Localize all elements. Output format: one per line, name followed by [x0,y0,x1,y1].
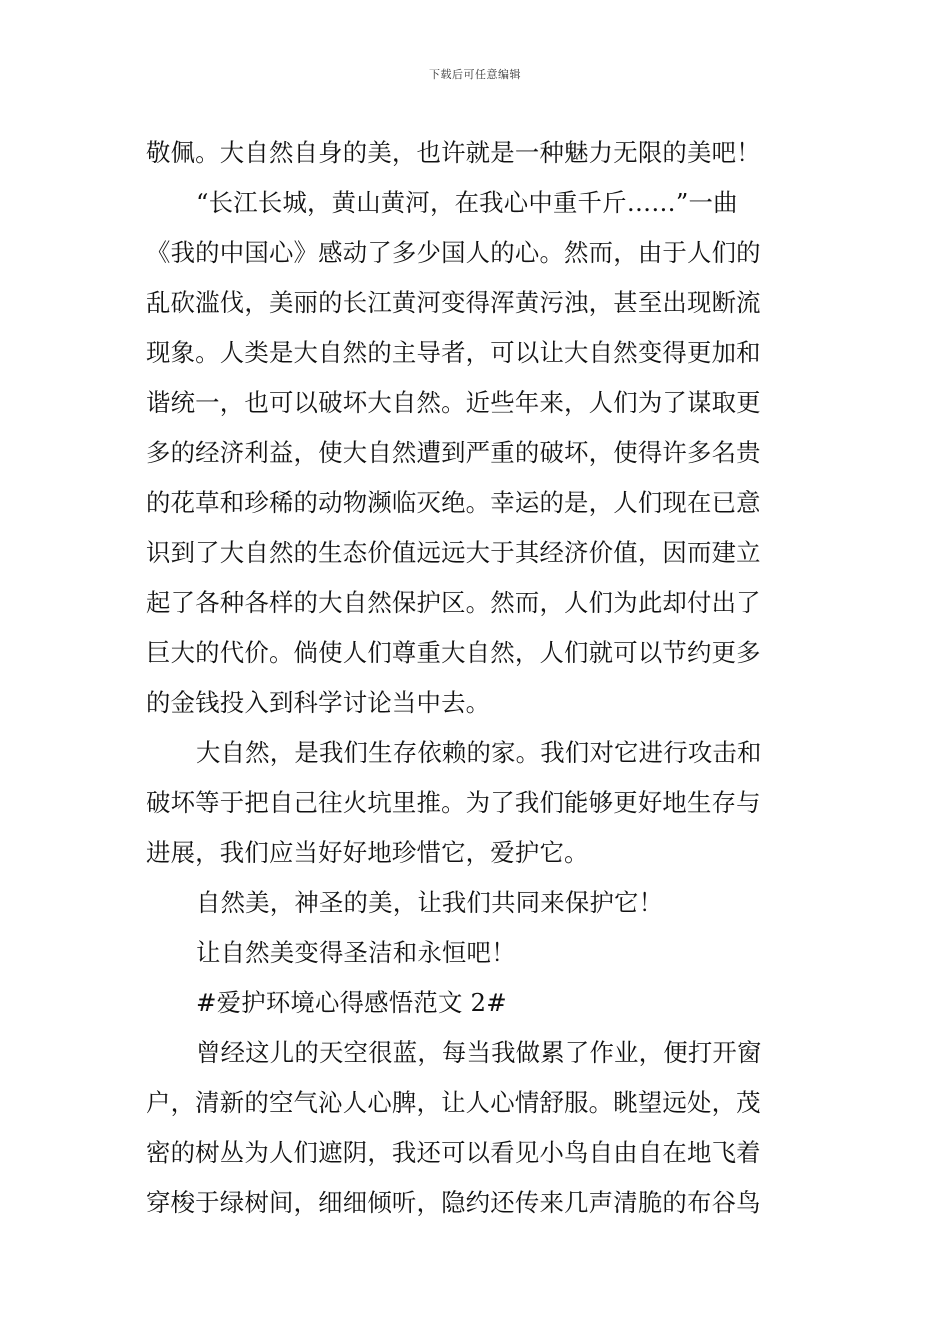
header-note: 下载后可任意编辑 [429,68,521,81]
text-line: 巨大的代价。倘使人们尊重大自然，人们就可以节约更多 [146,638,761,667]
text-line: 大自然，是我们生存依赖的家。我们对它进行攻击和 [196,738,762,767]
text-line: 让自然美变得圣洁和永恒吧！ [196,938,516,967]
text-line: 敬佩。大自然自身的美，也许就是一种魅力无限的美吧！ [146,138,761,167]
text-line: 现象。人类是大自然的主导者，可以让大自然变得更加和 [146,338,761,367]
document-body [146,128,806,1228]
text-line: 进展，我们应当好好地珍惜它，爱护它。 [146,838,589,867]
text-line: 起了各种各样的大自然保护区。然而，人们为此却付出了 [146,588,761,617]
text-line: 户，清新的空气沁人心脾，让人心情舒服。眺望远处，茂 [146,1088,761,1117]
text-line: 自然美，神圣的美，让我们共同来保护它！ [196,888,664,917]
text-line: 识到了大自然的生态价值远远大于其经济价值，因而建立 [146,538,761,567]
text-line: 曾经这儿的天空很蓝，每当我做累了作业，便打开窗 [196,1038,762,1067]
text-line: 谐统一，也可以破坏大自然。近些年来，人们为了谋取更 [146,388,761,417]
text-line: 乱砍滥伐，美丽的长江黄河变得浑黄污浊，甚至出现断流 [146,288,761,317]
text-line: 穿梭于绿树间，细细倾听，隐约还传来几声清脆的布谷鸟 [146,1188,761,1217]
text-line: 的花草和珍稀的动物濒临灭绝。幸运的是，人们现在已意 [146,488,761,517]
section-heading: #爱护环境心得感悟范文 2# [196,988,507,1017]
text-line: 密的树丛为人们遮阴，我还可以看见小鸟自由自在地飞着 [146,1138,761,1167]
text-line: 破坏等于把自己往火坑里推。为了我们能够更好地生存与 [146,788,761,817]
text-line: “长江长城，黄山黄河，在我心中重千斤……”一曲 [196,188,738,217]
text-line: 《我的中国心》感动了多少国人的心。然而，由于人们的 [146,238,761,267]
text-line: 的金钱投入到科学讨论当中去。 [146,688,491,717]
text-line: 多的经济利益，使大自然遭到严重的破坏，使得许多名贵 [146,438,761,467]
